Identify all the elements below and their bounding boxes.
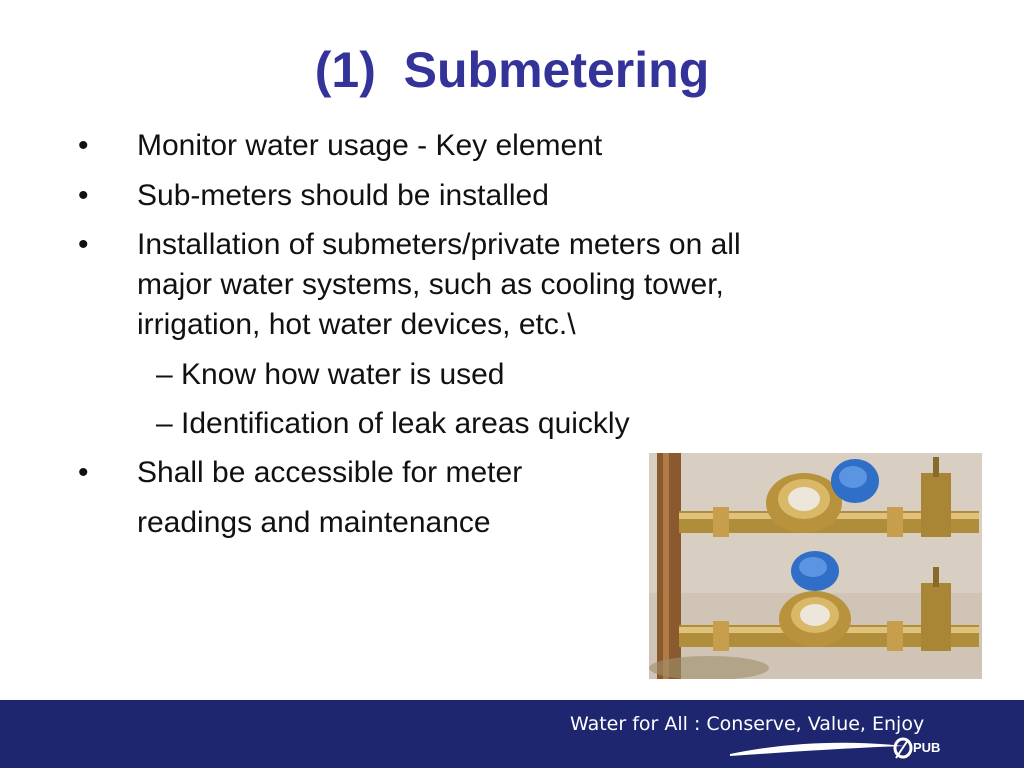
swoosh-icon xyxy=(728,734,908,760)
pub-logo-text: PUB xyxy=(913,740,941,755)
bullet-submeters-installed: Sub-meters should be installed xyxy=(137,179,549,212)
footer-tagline: Water for All : Conserve, Value, Enjoy xyxy=(570,713,925,735)
bullet-symbol: • xyxy=(78,456,89,489)
bullet-accessible-line-1: Shall be accessible for meter xyxy=(137,456,523,489)
sub-bullet-leak-areas: Identification of leak areas quickly xyxy=(181,407,630,440)
sub-bullet-dash: – xyxy=(156,407,173,440)
water-meters-photo xyxy=(649,453,982,679)
pub-logo-icon xyxy=(892,736,914,760)
bullet-symbol: • xyxy=(78,179,89,212)
bullet-monitor-usage: Monitor water usage - Key element xyxy=(137,129,603,162)
slide-title: (1) Submetering xyxy=(314,42,710,98)
footer-band xyxy=(0,700,1024,768)
bullet-symbol: • xyxy=(78,228,89,261)
sub-bullet-know-usage: Know how water is used xyxy=(181,358,505,391)
sub-bullet-dash: – xyxy=(156,358,173,391)
bullet-installation-line-3: irrigation, hot water devices, etc.\ xyxy=(137,308,576,341)
bullet-accessible-line-2: readings and maintenance xyxy=(137,506,491,539)
bullet-installation-line-1: Installation of submeters/private meters on all xyxy=(137,228,741,261)
water-meters-illustration xyxy=(649,453,982,679)
bullet-installation-line-2: major water systems, such as cooling tower, xyxy=(137,268,724,301)
bullet-symbol: • xyxy=(78,129,89,162)
